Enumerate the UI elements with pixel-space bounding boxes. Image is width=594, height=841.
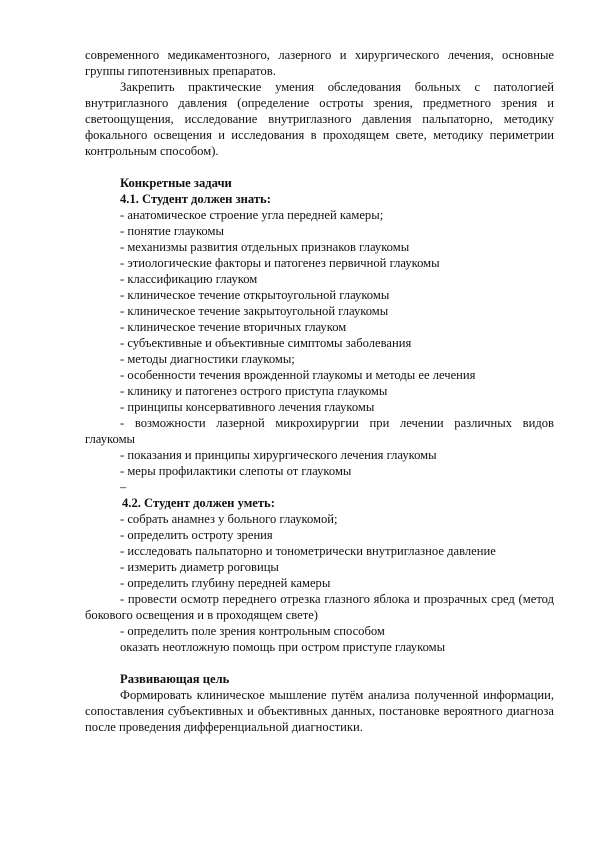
intro-paragraph-2: Закрепить практические умения обследования больных с патологией внутриглазного давления (определение остроты зрения, предметного зрения и светоощущения, исследование внутриглазного давления пальпаторно, методику фокального освещения и исследования в проходящем свете, методику периметрии контрольным способом). [85,80,554,158]
tasks-heading: Конкретные задачи [120,176,232,190]
list-item: - этиологические факторы и патогенез первичной глаукомы [120,256,440,270]
list-item: - механизмы развития отдельных признаков глаукомы [120,240,410,254]
list-item: - клиническое течение открытоугольной глаукомы [120,288,390,302]
developing-heading: Развивающая цель [120,672,230,686]
list-item: - определить остроту зрения [120,528,273,542]
list-item: оказать неотложную помощь при остром приступе глаукомы [120,640,446,654]
list-item: - понятие глаукомы [120,224,224,238]
list-item: - исследовать пальпаторно и тонометрически внутриглазное давление [120,544,496,558]
list-item: - клиническое течение закрытоугольной глаукомы [120,304,389,318]
intro-paragraph-1: современного медикаментозного, лазерного и хирургического лечения, основные группы гипотензивных препаратов. [85,48,554,78]
list-item: - меры профилактики слепоты от глаукомы [120,464,352,478]
list-item: - клинику и патогенез острого приступа глаукомы [120,384,388,398]
developing-paragraph: Формировать клиническое мышление путём анализа полученной информации, сопоставления субъективных и объективных данных, постановке вероятного диагноза после проведения дифференциальной диагностики. [85,688,554,734]
list-item: - клиническое течение вторичных глауком [120,320,347,334]
list-item: - определить глубину передней камеры [120,576,331,590]
know-heading: 4.1. Студент должен знать: [120,192,271,206]
list-item: - провести осмотр переднего отрезка глазного яблока и прозрачных сред (метод бокового освещения и в проходящем свете) [85,592,554,622]
list-item: - особенности течения врожденной глаукомы и методы ее лечения [120,368,476,382]
list-item: - определить поле зрения контрольным способом [120,624,385,638]
list-item: - собрать анамнез у больного глаукомой; [120,512,338,526]
spacer [85,159,554,175]
list-item: - классификацию глауком [120,272,258,286]
list-item: - возможности лазерной микрохирургии при лечении различных видов глаукомы [85,416,554,446]
list-item: - анатомическое строение угла передней камеры; [120,208,384,222]
list-item: - измерить диаметр роговицы [120,560,279,574]
able-heading: 4.2. Студент должен уметь: [122,496,275,510]
spacer [85,655,554,671]
list-item: - показания и принципы хирургического лечения глаукомы [120,448,437,462]
list-item: - субъективные и объективные симптомы заболевания [120,336,412,350]
list-item: - принципы консервативного лечения глаукомы [120,400,375,414]
list-item: – [120,480,127,494]
list-item: - методы диагностики глаукомы; [120,352,295,366]
